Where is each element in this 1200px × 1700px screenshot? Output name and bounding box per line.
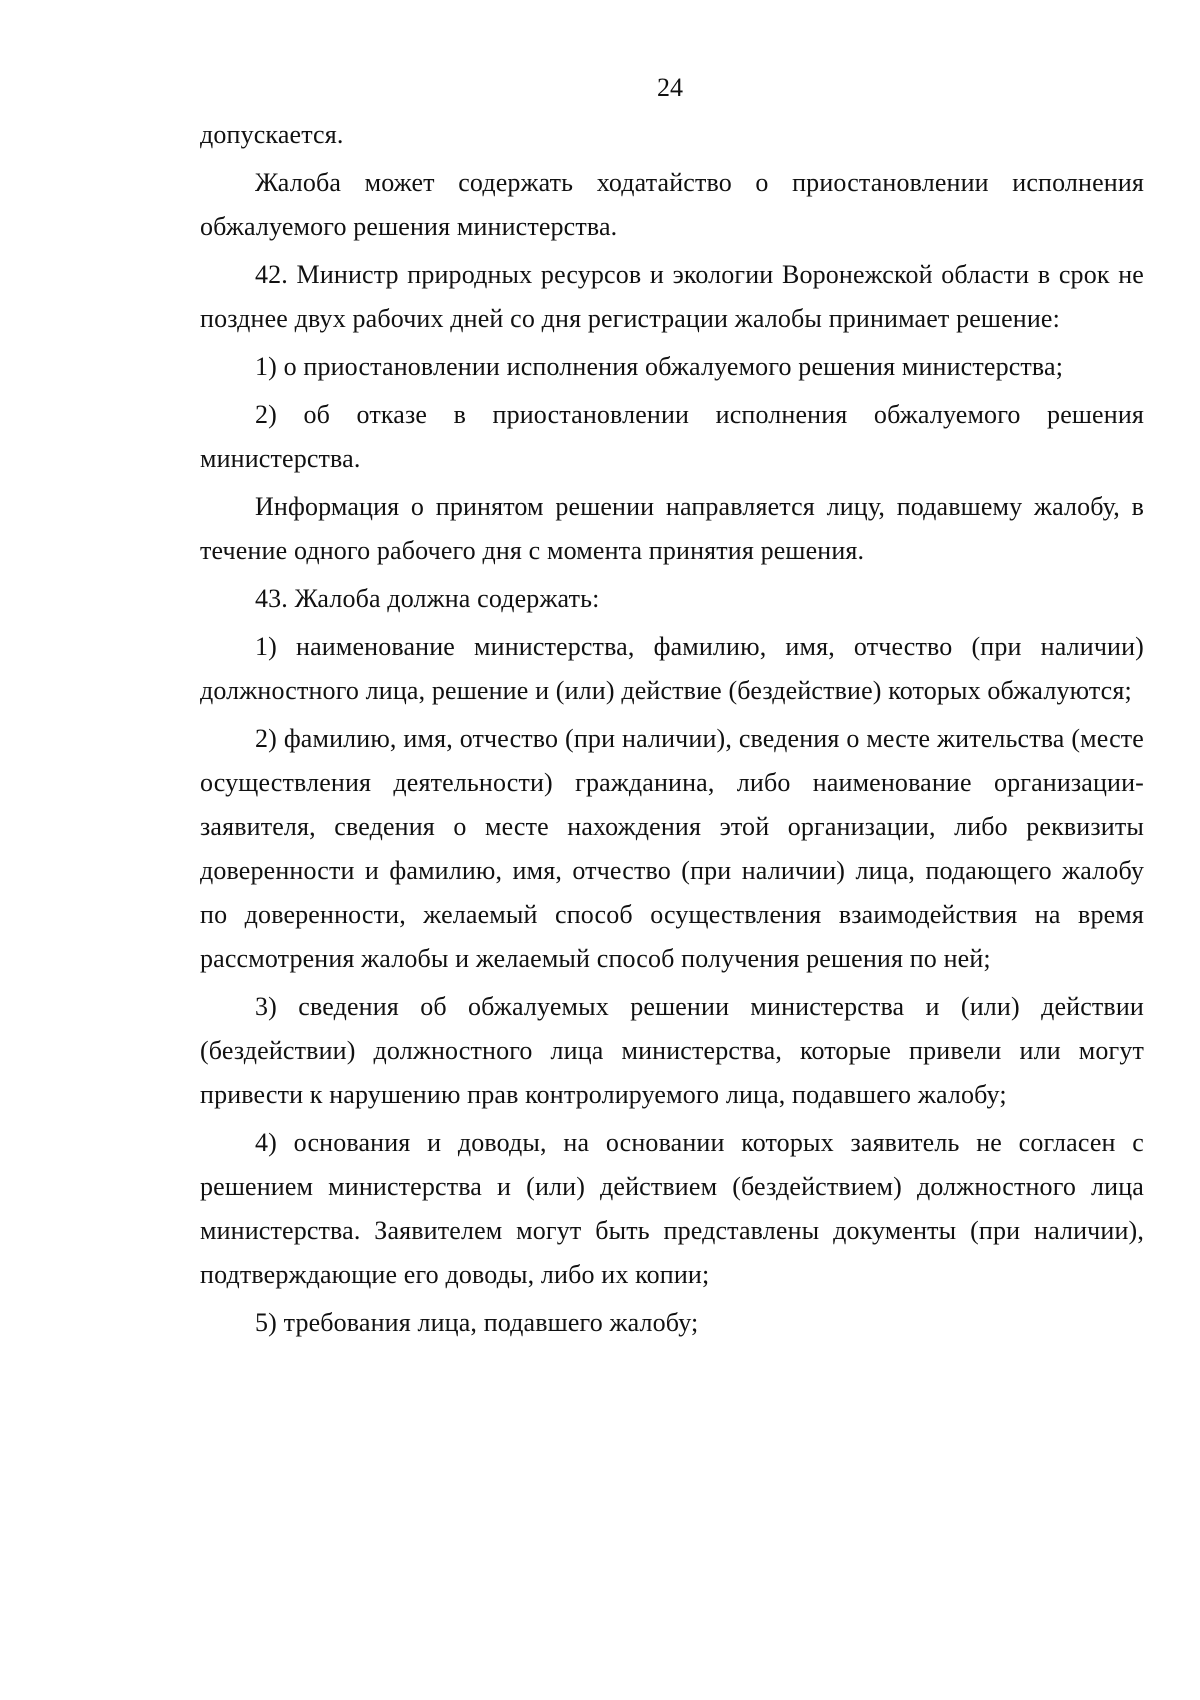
document-body xyxy=(200,113,1144,1349)
paragraph-43-item-1: 1) наименование министерства, фамилию, имя, отчество (при наличии) должностного лица, решение и (или) действие (бездействие) которых обжалуются; xyxy=(200,632,1144,705)
paragraph-continuation: допускается. xyxy=(200,120,344,149)
paragraph-43-item-2: 2) фамилию, имя, отчество (при наличии), сведения о месте жительства (месте осуществления деятельности) гражданина, либо наименование организации-заявителя, сведения о месте нахождения этой организации, либо реквизиты доверенности и фамилию, имя, отчество (при наличии) лица, подающего жалобу по доверенности, желаемый способ осуществления взаимодействия на время рассмотрения жалобы и желаемый способ получения решения по ней; xyxy=(200,724,1144,973)
page-number: 24 xyxy=(657,73,683,102)
paragraph-42: 42. Министр природных ресурсов и экологии Воронежской области в срок не позднее двух рабочих дней со дня регистрации жалобы принимает решение: xyxy=(200,260,1144,333)
paragraph-42-item-2: 2) об отказе в приостановлении исполнения обжалуемого решения министерства. xyxy=(200,400,1144,473)
paragraph-information: Информация о принятом решении направляется лицу, подавшему жалобу, в течение одного рабочего дня с момента принятия решения. xyxy=(200,492,1144,565)
paragraph-43: 43. Жалоба должна содержать: xyxy=(255,584,600,613)
paragraph-43-item-3: 3) сведения об обжалуемых решении министерства и (или) действии (бездействии) должностного лица министерства, которые привели или могут привести к нарушению прав контролируемого лица, подавшего жалобу; xyxy=(200,992,1144,1109)
paragraph-43-item-5: 5) требования лица, подавшего жалобу; xyxy=(255,1308,699,1337)
paragraph-43-item-4: 4) основания и доводы, на основании которых заявитель не согласен с решением министерства и (или) действием (бездействием) должностного лица министерства. Заявителем могут быть представлены документы (при наличии), подтверждающие его доводы, либо их копии; xyxy=(200,1128,1144,1289)
paragraph-petition: Жалоба может содержать ходатайство о приостановлении исполнения обжалуемого решения министерства. xyxy=(200,168,1144,241)
paragraph-42-item-1: 1) о приостановлении исполнения обжалуемого решения министерства; xyxy=(255,352,1064,381)
